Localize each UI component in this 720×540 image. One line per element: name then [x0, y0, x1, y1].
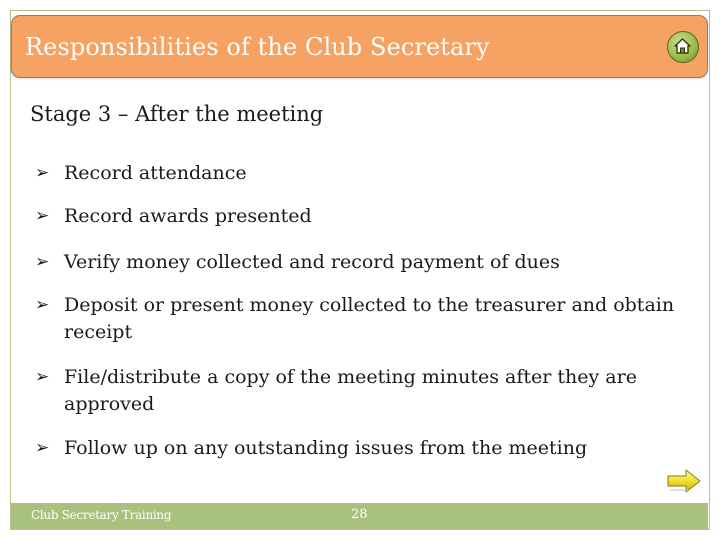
title-bar: [11, 15, 708, 78]
bullet-arrow-icon: ➢: [35, 252, 50, 272]
home-button[interactable]: [667, 31, 699, 63]
list-item: [35, 203, 685, 230]
slide-subtitle: Stage 3 – After the meeting: [30, 102, 324, 126]
next-arrow-icon: [666, 468, 702, 496]
list-item: [35, 435, 685, 462]
page-number: 28: [351, 507, 368, 522]
list-item: [35, 249, 685, 276]
list-item: [35, 160, 685, 187]
home-icon: [673, 37, 692, 56]
list-item: [35, 364, 685, 418]
list-item: [35, 292, 685, 346]
bullet-arrow-icon: ➢: [35, 206, 50, 226]
bullet-text: Verify money collected and record payment of dues: [64, 251, 560, 273]
bullet-text: Deposit or present money collected to the treasurer and obtain receipt: [64, 294, 675, 343]
bullet-text: File/distribute a copy of the meeting minutes after they are approved: [64, 366, 637, 415]
slide-title: Responsibilities of the Club Secretary: [25, 33, 490, 61]
footer-text: Club Secretary Training: [31, 508, 172, 522]
next-slide-button[interactable]: [666, 468, 702, 496]
bullet-text: Follow up on any outstanding issues from the meeting: [64, 437, 588, 459]
bullet-text: Record attendance: [64, 162, 247, 184]
bullet-arrow-icon: ➢: [35, 438, 50, 458]
bullet-arrow-icon: ➢: [35, 295, 50, 315]
bullet-text: Record awards presented: [64, 205, 312, 227]
bullet-arrow-icon: ➢: [35, 163, 50, 183]
footer-bar: [11, 503, 708, 529]
bullet-arrow-icon: ➢: [35, 367, 50, 387]
